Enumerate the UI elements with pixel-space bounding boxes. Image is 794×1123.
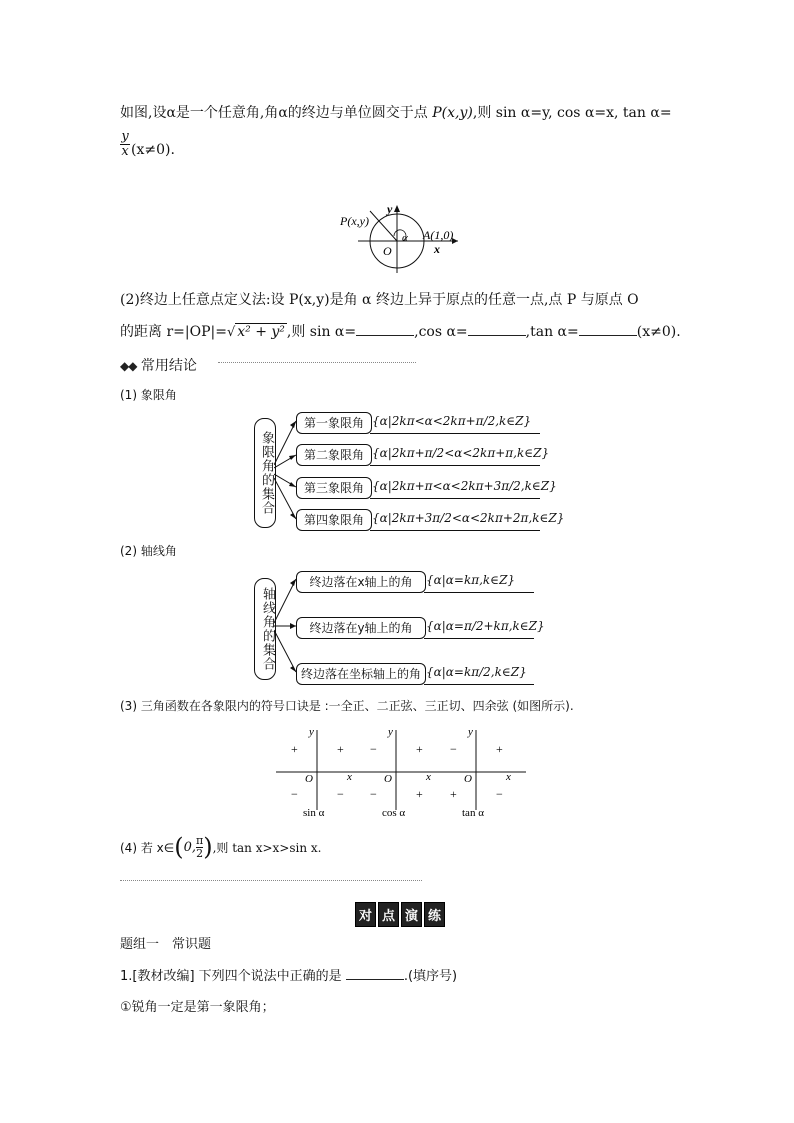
axis-set-diagram: [254, 568, 544, 688]
row-underline: [424, 638, 534, 639]
para2-line2: 的距离 r=|OP|=√ x² + y² ,则 sin α= ,cos α= ,tan α= (x≠0).: [120, 324, 681, 340]
set-notation: {α|2kπ<α<2kπ+π/2,k∈Z}: [372, 414, 532, 428]
para1-line1: [120, 103, 672, 123]
set-notation: {α|2kπ+π<α<2kπ+3π/2,k∈Z}: [372, 479, 557, 493]
sign-q1: +: [416, 742, 423, 756]
para1-fraction: [120, 130, 130, 159]
cos-blank[interactable]: [468, 322, 526, 336]
sign-q2: −: [370, 742, 377, 756]
item2-label: (2) 轴线角: [120, 544, 177, 558]
row-underline: [370, 498, 540, 499]
row-underline: [370, 465, 540, 466]
practice-badge: [355, 902, 447, 927]
set-notation: {α|α=kπ,k∈Z}: [426, 573, 516, 587]
set-notation: {α|α=kπ/2,k∈Z}: [426, 665, 527, 679]
sign-plots: [270, 722, 530, 822]
tan-blank[interactable]: [579, 322, 637, 336]
row-underline: [370, 433, 540, 434]
q1-text-b: .(填序号): [403, 969, 458, 984]
sqrt-content: x² + y²: [237, 324, 285, 340]
set-row-box: 第一象限角: [296, 412, 372, 434]
badge-char: 对: [355, 902, 376, 927]
plot-y-label: y: [309, 726, 314, 738]
plot-x-label: x: [506, 771, 511, 783]
set-row-box: 第三象限角: [296, 477, 372, 499]
fraction-denominator: x: [121, 144, 129, 159]
set-row-box: 第四象限角: [296, 509, 372, 531]
para1-point: P(x,y): [432, 105, 473, 121]
q1-blank[interactable]: [346, 966, 404, 980]
tan-label: ,tan α=: [525, 324, 579, 340]
plot-y-label: y: [388, 726, 393, 738]
a-label: A(1,0): [423, 228, 454, 242]
plot-origin-label: O: [305, 773, 313, 785]
plot-origin-label: O: [384, 773, 392, 785]
interval-left: 0,: [183, 839, 196, 855]
sign-q2: +: [291, 742, 298, 756]
badge-char: 点: [378, 902, 399, 927]
plot-y-label: y: [468, 726, 473, 738]
sign-q1: +: [337, 742, 344, 756]
y-label: y: [387, 202, 393, 216]
item3-text: (3) 三角函数在各象限内的符号口诀是 :一全正、二正弦、三正切、四余弦 (如图所示).: [120, 699, 574, 713]
heading-divider: [218, 362, 416, 363]
sign-q3: +: [450, 787, 457, 801]
p-label: P(x,y): [340, 214, 369, 228]
item4: (4) 若 x∈ ( 0, $\frac{\pi}{2}$ ) ,则 tan x>x>sin x.: [120, 833, 322, 861]
plot-origin-label: O: [464, 773, 472, 785]
interval-num: π: [195, 833, 204, 847]
item4-text-a: (4) 若 x∈: [120, 840, 175, 855]
set-row-box: 第二象限角: [296, 444, 372, 466]
plot-caption: sin α: [303, 807, 325, 819]
badge-char: 练: [424, 902, 445, 927]
sign-q4: +: [416, 787, 423, 801]
para2-tail: (x≠0).: [636, 324, 681, 340]
quadrant-group-label: 象限角的集合: [254, 418, 276, 528]
section-divider: [120, 880, 422, 881]
para2-text-b: ,则 sin α=: [286, 324, 357, 340]
badge-char: 演: [401, 902, 422, 927]
para2-line1: (2)终边上任意点定义法:设 P(x,y)是角 α 终边上异于原点的任意一点,点 P 与原点 O: [120, 292, 639, 308]
sign-q4: −: [337, 787, 344, 801]
para1-text-b: ,则 sin α=y, cos α=x, tan α=: [472, 105, 672, 121]
q1-option-1: ①锐角一定是第一象限角；: [120, 1000, 275, 1015]
interval-den: 2: [196, 846, 204, 860]
plot-x-label: x: [426, 771, 431, 783]
conclusion-title: 常用结论: [140, 358, 197, 374]
o-label: O: [383, 244, 392, 258]
conclusion-heading: [120, 355, 197, 375]
para2-text-a: 的距离 r=|OP|=: [120, 324, 227, 340]
unit-circle-figure: [330, 195, 470, 275]
sin-blank[interactable]: [356, 322, 414, 336]
sign-q4: −: [496, 787, 503, 801]
row-underline: [424, 592, 534, 593]
item1-label: (1) 象限角: [120, 388, 177, 402]
sign-q3: −: [370, 787, 377, 801]
para1-line2: (x≠0).: [131, 142, 175, 158]
diamond-icon: ◆◆: [120, 359, 137, 373]
set-notation: {α|2kπ+3π/2<α<2kπ+2π,k∈Z}: [372, 511, 565, 525]
item4-text-b: ,则 tan x>x>sin x.: [212, 840, 322, 855]
cos-label: ,cos α=: [414, 324, 468, 340]
set-row-box: 终边落在y轴上的角: [296, 617, 426, 639]
para1-text-a: 如图,设α是一个任意角,角α的终边与单位圆交于点: [120, 105, 433, 121]
sign-q1: +: [496, 742, 503, 756]
group-title: 题组一 常识题: [120, 937, 212, 952]
set-row-box: 终边落在x轴上的角: [296, 571, 426, 593]
set-notation: {α|α=π/2+kπ,k∈Z}: [426, 619, 545, 633]
plot-caption: tan α: [462, 807, 484, 819]
row-underline: [370, 530, 540, 531]
fraction-numerator: y: [121, 129, 129, 144]
question-1: [120, 966, 457, 987]
interval-fraction: [196, 835, 203, 860]
alpha-label: α: [402, 232, 408, 244]
x-label: x: [434, 242, 440, 256]
set-notation: {α|2kπ+π/2<α<2kπ+π,k∈Z}: [372, 446, 550, 460]
sign-q2: −: [450, 742, 457, 756]
sign-q3: −: [291, 787, 298, 801]
quadrant-set-diagram: [254, 410, 565, 535]
q1-text-a: 1.[教材改编] 下列四个说法中正确的是: [120, 969, 346, 984]
row-underline: [424, 684, 534, 685]
set-row-box: 终边落在坐标轴上的角: [296, 663, 426, 685]
axis-group-label: 轴线角的集合: [254, 578, 276, 680]
plot-x-label: x: [347, 771, 352, 783]
plot-caption: cos α: [382, 807, 406, 819]
